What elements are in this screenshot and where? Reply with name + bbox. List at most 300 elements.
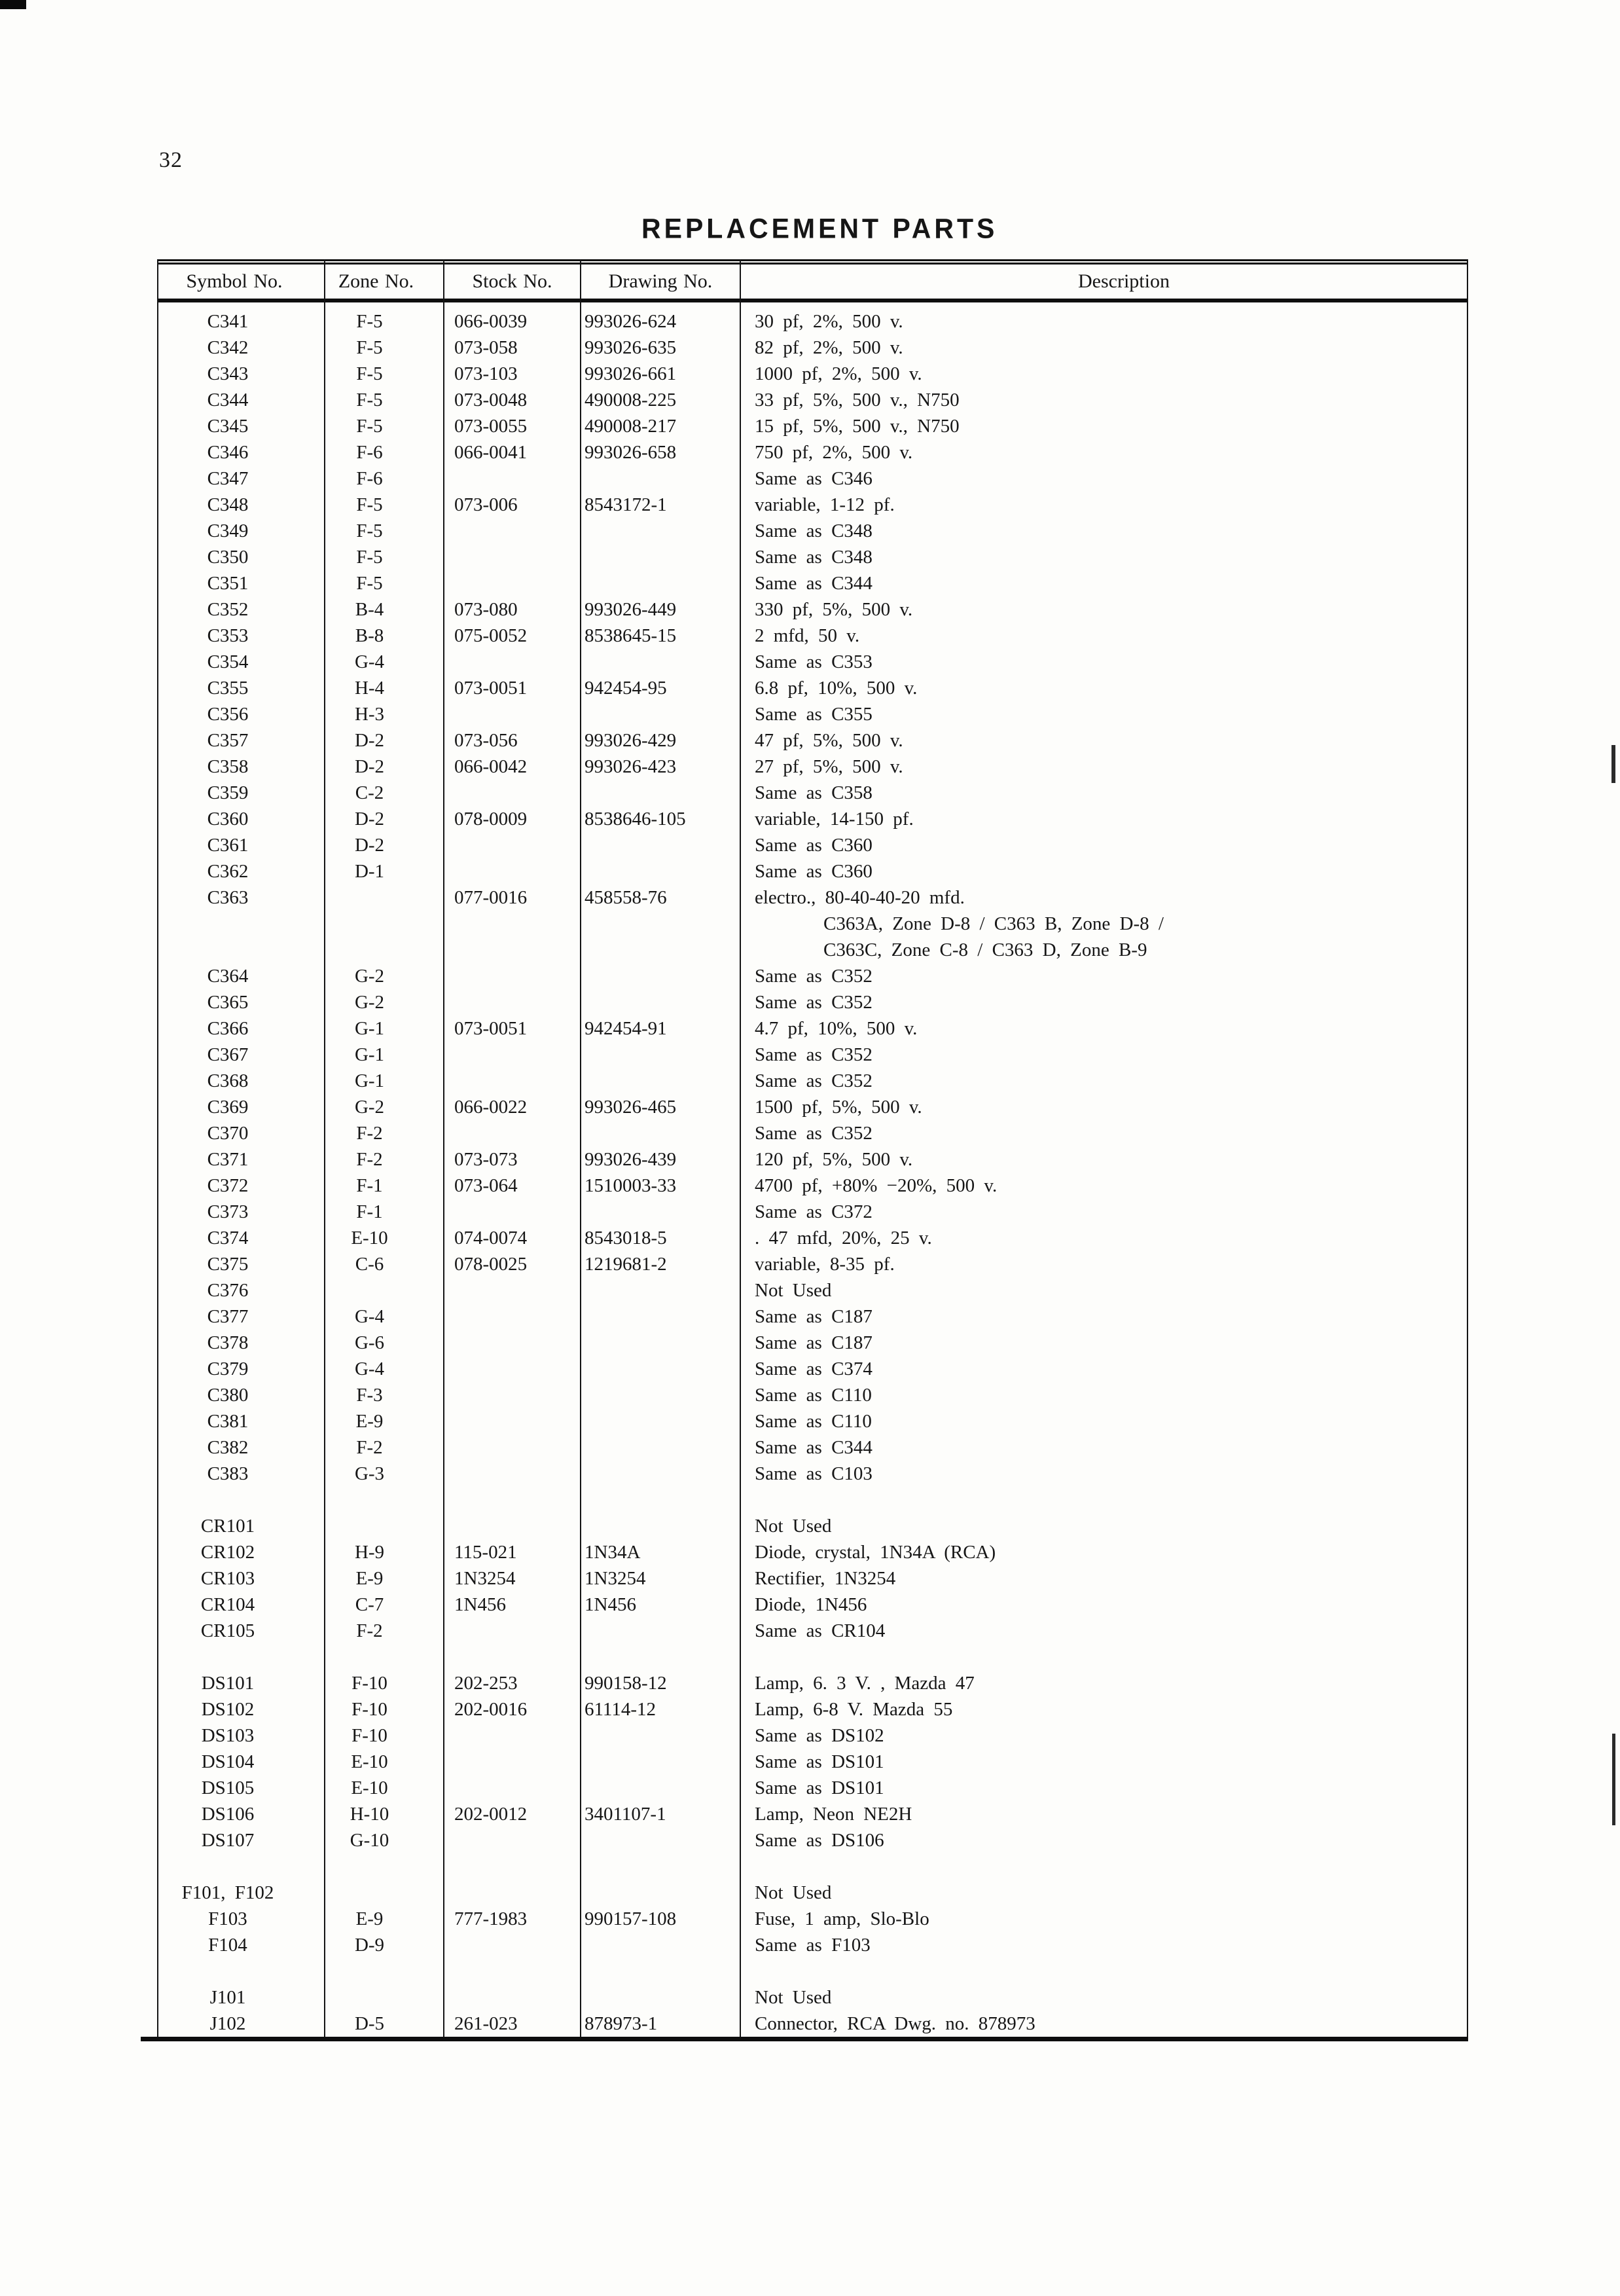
- zone-cell: F-5: [356, 390, 383, 410]
- desc-cell: Diode, 1N456: [755, 1594, 867, 1615]
- table-row: [157, 1146, 1468, 1173]
- zone-cell: F-2: [356, 1149, 383, 1170]
- table-row: [157, 1094, 1468, 1120]
- desc-cell: Same as C352: [755, 992, 873, 1013]
- zone-cell: G-4: [354, 1358, 385, 1379]
- table-row: [157, 308, 1468, 335]
- desc-cell: 120 pf, 5%, 500 v.: [755, 1149, 913, 1170]
- column-divider: [443, 259, 444, 2037]
- drawing-cell: [581, 963, 740, 989]
- drawing-cell: [581, 858, 740, 884]
- zone-cell: D-2: [354, 835, 385, 856]
- symbol-cell: DS107: [201, 1830, 255, 1851]
- column-divider: [324, 259, 325, 2037]
- replacement-parts-table: [157, 259, 1468, 2041]
- zone-cell: G-1: [354, 1044, 385, 1065]
- desc-cell: Same as C358: [755, 782, 873, 803]
- table-row: [157, 884, 1468, 911]
- drawing-cell: [581, 570, 740, 596]
- drawing-cell: 993026-449: [585, 599, 677, 620]
- symbol-cell: DS104: [201, 1751, 255, 1772]
- table-row: [157, 1749, 1468, 1775]
- drawing-cell: [581, 1356, 740, 1382]
- drawing-cell: [581, 1199, 740, 1225]
- stock-cell: [444, 1984, 581, 2011]
- stock-cell: [444, 780, 581, 806]
- symbol-cell: C344: [207, 390, 249, 410]
- stock-cell: 073-064: [454, 1175, 518, 1196]
- drawing-cell: [581, 1461, 740, 1487]
- desc-cell: Same as DS106: [755, 1830, 884, 1851]
- zone-cell: H-4: [354, 678, 385, 699]
- drawing-cell: 993026-465: [585, 1097, 677, 1118]
- desc-cell: Same as C187: [755, 1332, 873, 1353]
- symbol-cell: C358: [207, 756, 249, 777]
- desc-cell: variable, 8-35 pf.: [755, 1254, 895, 1275]
- stock-cell: [444, 937, 581, 963]
- drawing-cell: [581, 1513, 740, 1539]
- stock-cell: [444, 989, 581, 1015]
- table-row: [157, 701, 1468, 727]
- drawing-cell: 1N456: [585, 1594, 636, 1615]
- drawing-cell: [581, 1749, 740, 1775]
- table-row: [157, 2011, 1468, 2037]
- drawing-cell: [581, 1382, 740, 1408]
- table-row: [157, 1906, 1468, 1932]
- zone-cell: G-2: [354, 1097, 385, 1118]
- table-row: [157, 492, 1468, 518]
- stock-cell: 073-073: [454, 1149, 518, 1170]
- drawing-cell: [581, 911, 740, 937]
- symbol-cell: C341: [207, 311, 249, 332]
- drawing-cell: [581, 649, 740, 675]
- zone-cell: F-2: [356, 1123, 383, 1144]
- zone-cell: D-9: [354, 1935, 385, 1956]
- table-bottom-rule: [141, 2037, 1468, 2041]
- drawing-cell: 490008-225: [585, 390, 677, 410]
- zone-cell: G-6: [354, 1332, 385, 1353]
- stock-cell: [444, 1408, 581, 1434]
- table-row: [157, 465, 1468, 492]
- table-row: [157, 1592, 1468, 1618]
- symbol-cell: C351: [207, 573, 249, 594]
- drawing-cell: 458558-76: [585, 887, 667, 908]
- symbol-cell: CR102: [200, 1542, 255, 1563]
- desc-cell: Same as C360: [755, 861, 873, 882]
- zone-cell: G-1: [354, 1018, 385, 1039]
- table-row: [157, 754, 1468, 780]
- drawing-cell: [581, 1303, 740, 1330]
- symbol-cell: C361: [207, 835, 249, 856]
- symbol-cell: C355: [207, 678, 249, 699]
- drawing-cell: 990157-108: [585, 1908, 677, 1929]
- symbol-cell: C376: [207, 1280, 249, 1301]
- symbol-cell: C367: [207, 1044, 249, 1065]
- table-row: [157, 1539, 1468, 1565]
- zone-cell: G-2: [354, 966, 385, 987]
- page-title: REPLACEMENT PARTS: [641, 212, 998, 245]
- desc-cell: 4700 pf, +80% −20%, 500 v.: [755, 1175, 998, 1196]
- table-row: [157, 387, 1468, 413]
- symbol-cell: C353: [207, 625, 249, 646]
- column-header-symbol: Symbol No.: [186, 270, 283, 292]
- desc-cell: 30 pf, 2%, 500 v.: [755, 311, 903, 332]
- table-row: [157, 439, 1468, 465]
- desc-cell: Same as DS102: [755, 1725, 884, 1746]
- symbol-cell: C373: [207, 1201, 249, 1222]
- scan-artifact-corner: [0, 0, 26, 9]
- stock-cell: [444, 1775, 581, 1801]
- zone-cell: G-10: [350, 1830, 389, 1851]
- stock-cell: 073-080: [454, 599, 518, 620]
- zone-cell: F-10: [351, 1725, 387, 1746]
- zone-cell: F-1: [356, 1201, 383, 1222]
- desc-cell: Same as C353: [755, 651, 873, 672]
- desc-cell: Same as DS101: [755, 1777, 884, 1798]
- desc-cell: Rectifier, 1N3254: [755, 1568, 896, 1589]
- stock-cell: 115-021: [454, 1542, 517, 1563]
- zone-cell: F-5: [356, 573, 383, 594]
- table-row: [157, 1251, 1468, 1277]
- stock-cell: 202-253: [454, 1673, 518, 1694]
- symbol-cell: DS102: [201, 1699, 255, 1720]
- desc-cell: 82 pf, 2%, 500 v.: [755, 337, 903, 358]
- table-row: [157, 544, 1468, 570]
- desc-cell: Same as C187: [755, 1306, 873, 1327]
- stock-cell: [444, 1303, 581, 1330]
- table-row: [157, 1618, 1468, 1644]
- desc-cell: Same as C103: [755, 1463, 873, 1484]
- table-row: [157, 1068, 1468, 1094]
- zone-cell: G-2: [354, 992, 385, 1013]
- drawing-cell: 8538645-15: [585, 625, 677, 646]
- zone-cell: E-9: [355, 1908, 384, 1929]
- symbol-cell: C383: [207, 1463, 249, 1484]
- column-divider: [740, 259, 741, 2037]
- table-row: [157, 1696, 1468, 1722]
- drawing-cell: [581, 832, 740, 858]
- symbol-cell: F104: [208, 1935, 247, 1956]
- drawing-cell: [581, 1722, 740, 1749]
- table-row: [157, 1408, 1468, 1434]
- symbol-cell: DS105: [201, 1777, 255, 1798]
- desc-cell: Same as C110: [755, 1385, 872, 1406]
- drawing-cell: [581, 1120, 740, 1146]
- stock-cell: 066-0022: [454, 1097, 528, 1118]
- drawing-cell: 993026-423: [585, 756, 677, 777]
- desc-cell: Same as DS101: [755, 1751, 884, 1772]
- drawing-cell: [581, 1880, 740, 1906]
- desc-cell: variable, 1-12 pf.: [755, 494, 895, 515]
- drawing-cell: [581, 1042, 740, 1068]
- drawing-cell: 8538646-105: [585, 809, 686, 829]
- symbol-cell: C354: [207, 651, 249, 672]
- zone-cell: C-6: [355, 1254, 384, 1275]
- symbol-cell: C366: [207, 1018, 249, 1039]
- table-row: [157, 858, 1468, 884]
- scan-artifact-edge: [1611, 745, 1615, 783]
- table-top-rule: [157, 259, 1468, 261]
- stock-cell: 078-0009: [454, 809, 528, 829]
- zone-cell: D-2: [354, 756, 385, 777]
- desc-cell: Same as C352: [755, 1070, 873, 1091]
- desc-cell: 33 pf, 5%, 500 v., N750: [755, 390, 960, 410]
- drawing-cell: [581, 989, 740, 1015]
- drawing-cell: [581, 1984, 740, 2011]
- stock-cell: [444, 1880, 581, 1906]
- table-row: [157, 413, 1468, 439]
- symbol-cell: CR104: [200, 1594, 255, 1615]
- drawing-cell: [581, 518, 740, 544]
- zone-cell: F-6: [356, 468, 383, 489]
- zone-cell: F-6: [356, 442, 383, 463]
- table-row: [157, 518, 1468, 544]
- stock-cell: 075-0052: [454, 625, 528, 646]
- zone-cell: F-5: [356, 547, 383, 568]
- desc-cell: Same as C344: [755, 1437, 873, 1458]
- stock-cell: [444, 1042, 581, 1068]
- drawing-cell: [581, 1434, 740, 1461]
- table-row: [157, 1722, 1468, 1749]
- table-row: [157, 1932, 1468, 1958]
- symbol-cell: C362: [207, 861, 249, 882]
- zone-cell: E-9: [355, 1411, 384, 1432]
- symbol-cell: [157, 911, 325, 937]
- table-body: [157, 302, 1468, 2037]
- symbol-cell: C379: [207, 1358, 249, 1379]
- column-header-desc: Description: [1078, 270, 1170, 292]
- desc-cell: Not Used: [755, 1516, 832, 1537]
- symbol-cell: C378: [207, 1332, 249, 1353]
- zone-cell: C-2: [355, 782, 384, 803]
- zone-cell: D-1: [354, 861, 385, 882]
- desc-cell: Same as C352: [755, 966, 873, 987]
- symbol-cell: C345: [207, 416, 249, 437]
- zone-cell: F-2: [356, 1437, 383, 1458]
- zone-cell: H-10: [350, 1804, 389, 1825]
- symbol-cell: C346: [207, 442, 249, 463]
- table-row: [157, 675, 1468, 701]
- table-row: [157, 335, 1468, 361]
- stock-cell: 1N456: [454, 1594, 506, 1615]
- zone-cell: C-7: [355, 1594, 384, 1615]
- table-row: [157, 1984, 1468, 2011]
- stock-cell: [444, 1932, 581, 1958]
- continuation-row: [157, 937, 1468, 963]
- symbol-cell: DS106: [201, 1804, 255, 1825]
- desc-cell: Same as C374: [755, 1358, 873, 1379]
- stock-cell: 073-103: [454, 363, 518, 384]
- zone-cell: E-10: [351, 1751, 388, 1772]
- symbol-cell: C363: [207, 887, 249, 908]
- page-number: 32: [159, 148, 183, 172]
- zone-cell: F-10: [351, 1673, 387, 1694]
- desc-cell: 330 pf, 5%, 500 v.: [755, 599, 913, 620]
- zone-cell: G-4: [354, 651, 385, 672]
- symbol-cell: C382: [207, 1437, 249, 1458]
- drawing-cell: 993026-439: [585, 1149, 677, 1170]
- desc-cell: Same as C360: [755, 835, 873, 856]
- drawing-cell: 878973-1: [585, 2013, 658, 2034]
- desc-cell: 27 pf, 5%, 500 v.: [755, 756, 903, 777]
- zone-cell: F-5: [356, 311, 383, 332]
- zone-cell: E-10: [351, 1228, 388, 1248]
- scan-artifact-edge: [1612, 1734, 1615, 1825]
- desc-cell: Connector, RCA Dwg. no. 878973: [755, 2013, 1035, 2034]
- continuation-row: [157, 911, 1468, 937]
- drawing-cell: 993026-429: [585, 730, 677, 751]
- table-row: [157, 727, 1468, 754]
- drawing-cell: 993026-658: [585, 442, 677, 463]
- desc-cell: 4.7 pf, 10%, 500 v.: [755, 1018, 918, 1039]
- stock-cell: 073-056: [454, 730, 518, 751]
- drawing-cell: [581, 701, 740, 727]
- stock-cell: 777-1983: [454, 1908, 528, 1929]
- desc-cell: . 47 mfd, 20%, 25 v.: [755, 1228, 932, 1248]
- zone-cell: F-1: [356, 1175, 383, 1196]
- zone-cell: [325, 911, 444, 937]
- table-row: [157, 832, 1468, 858]
- drawing-cell: 8543172-1: [585, 494, 667, 515]
- symbol-cell: C381: [207, 1411, 249, 1432]
- stock-cell: [444, 1827, 581, 1853]
- table-row: [157, 1225, 1468, 1251]
- zone-cell: B-4: [355, 599, 384, 620]
- desc-cell: C363A, Zone D-8 / C363 B, Zone D-8 /: [823, 913, 1164, 934]
- stock-cell: [444, 963, 581, 989]
- zone-cell: F-5: [356, 520, 383, 541]
- drawing-cell: [581, 1330, 740, 1356]
- drawing-cell: [581, 1775, 740, 1801]
- drawing-cell: [581, 465, 740, 492]
- desc-cell: 1500 pf, 5%, 500 v.: [755, 1097, 922, 1118]
- spacer-row: [157, 1958, 1468, 1984]
- desc-cell: variable, 14-150 pf.: [755, 809, 914, 829]
- stock-cell: 066-0042: [454, 756, 528, 777]
- stock-cell: 073-058: [454, 337, 518, 358]
- desc-cell: 1000 pf, 2%, 500 v.: [755, 363, 922, 384]
- symbol-cell: J102: [209, 2013, 246, 2034]
- column-header-zone: Zone No.: [338, 270, 414, 292]
- table-row: [157, 1277, 1468, 1303]
- table-row: [157, 1015, 1468, 1042]
- table-row: [157, 780, 1468, 806]
- zone-cell: H-3: [354, 704, 385, 725]
- desc-cell: 6.8 pf, 10%, 500 v.: [755, 678, 918, 699]
- symbol-cell: C369: [207, 1097, 249, 1118]
- symbol-cell: [157, 937, 325, 963]
- drawing-cell: 942454-91: [585, 1018, 667, 1039]
- desc-cell: Same as C352: [755, 1123, 873, 1144]
- symbol-cell: C368: [207, 1070, 249, 1091]
- stock-cell: [444, 1120, 581, 1146]
- desc-cell: Lamp, Neon NE2H: [755, 1804, 912, 1825]
- drawing-cell: [581, 1827, 740, 1853]
- stock-cell: 066-0041: [454, 442, 528, 463]
- table-row: [157, 649, 1468, 675]
- stock-cell: [444, 1722, 581, 1749]
- desc-cell: 47 pf, 5%, 500 v.: [755, 730, 903, 751]
- symbol-cell: C352: [207, 599, 249, 620]
- symbol-cell: C359: [207, 782, 249, 803]
- desc-cell: electro., 80-40-40-20 mfd.: [755, 887, 965, 908]
- symbol-cell: C348: [207, 494, 249, 515]
- symbol-cell: C356: [207, 704, 249, 725]
- zone-cell: B-8: [355, 625, 384, 646]
- spacer-row: [157, 1644, 1468, 1670]
- zone-cell: E-9: [355, 1568, 384, 1589]
- table-row: [157, 570, 1468, 596]
- symbol-cell: F103: [208, 1908, 247, 1929]
- zone-cell: [325, 1880, 444, 1906]
- table-row: [157, 1199, 1468, 1225]
- zone-cell: F-5: [356, 363, 383, 384]
- drawing-cell: 993026-624: [585, 311, 677, 332]
- column-divider: [580, 259, 581, 2037]
- stock-cell: [444, 1461, 581, 1487]
- stock-cell: [444, 1068, 581, 1094]
- symbol-cell: C357: [207, 730, 249, 751]
- zone-cell: G-3: [354, 1463, 385, 1484]
- table-row: [157, 1330, 1468, 1356]
- desc-cell: C363C, Zone C-8 / C363 D, Zone B-9: [823, 939, 1147, 960]
- symbol-cell: C377: [207, 1306, 249, 1327]
- stock-cell: [444, 858, 581, 884]
- drawing-cell: [581, 1277, 740, 1303]
- desc-cell: Diode, crystal, 1N34A (RCA): [755, 1542, 996, 1563]
- drawing-cell: 61114-12: [585, 1699, 657, 1720]
- table-row: [157, 1042, 1468, 1068]
- stock-cell: 073-0051: [454, 1018, 528, 1039]
- table-row: [157, 1120, 1468, 1146]
- stock-cell: [444, 1330, 581, 1356]
- stock-cell: [444, 1277, 581, 1303]
- drawing-cell: 8543018-5: [585, 1228, 667, 1248]
- symbol-cell: C370: [207, 1123, 249, 1144]
- table-row: [157, 361, 1468, 387]
- stock-cell: [444, 649, 581, 675]
- table-row: [157, 989, 1468, 1015]
- zone-cell: D-5: [354, 2013, 385, 2034]
- symbol-cell: CR101: [200, 1516, 255, 1537]
- zone-cell: D-2: [354, 730, 385, 751]
- desc-cell: Same as C348: [755, 520, 873, 541]
- table-row: [157, 1801, 1468, 1827]
- desc-cell: Same as C344: [755, 573, 873, 594]
- zone-cell: F-3: [356, 1385, 383, 1406]
- desc-cell: Fuse, 1 amp, Slo-Blo: [755, 1908, 929, 1929]
- desc-cell: Not Used: [755, 1882, 832, 1903]
- zone-cell: H-9: [354, 1542, 385, 1563]
- stock-cell: [444, 570, 581, 596]
- symbol-cell: C372: [207, 1175, 249, 1196]
- desc-cell: Same as C355: [755, 704, 873, 725]
- drawing-cell: [581, 1618, 740, 1644]
- zone-cell: F-5: [356, 416, 383, 437]
- symbol-cell: C342: [207, 337, 249, 358]
- stock-cell: [444, 1618, 581, 1644]
- table-row: [157, 596, 1468, 623]
- table-border-right: [1467, 259, 1468, 2037]
- zone-cell: [325, 884, 444, 911]
- table-row: [157, 1461, 1468, 1487]
- symbol-cell: C375: [207, 1254, 249, 1275]
- symbol-cell: F101, F102: [181, 1882, 274, 1903]
- stock-cell: 077-0016: [454, 887, 528, 908]
- zone-cell: D-2: [354, 809, 385, 829]
- stock-cell: [444, 1749, 581, 1775]
- symbol-cell: C374: [207, 1228, 249, 1248]
